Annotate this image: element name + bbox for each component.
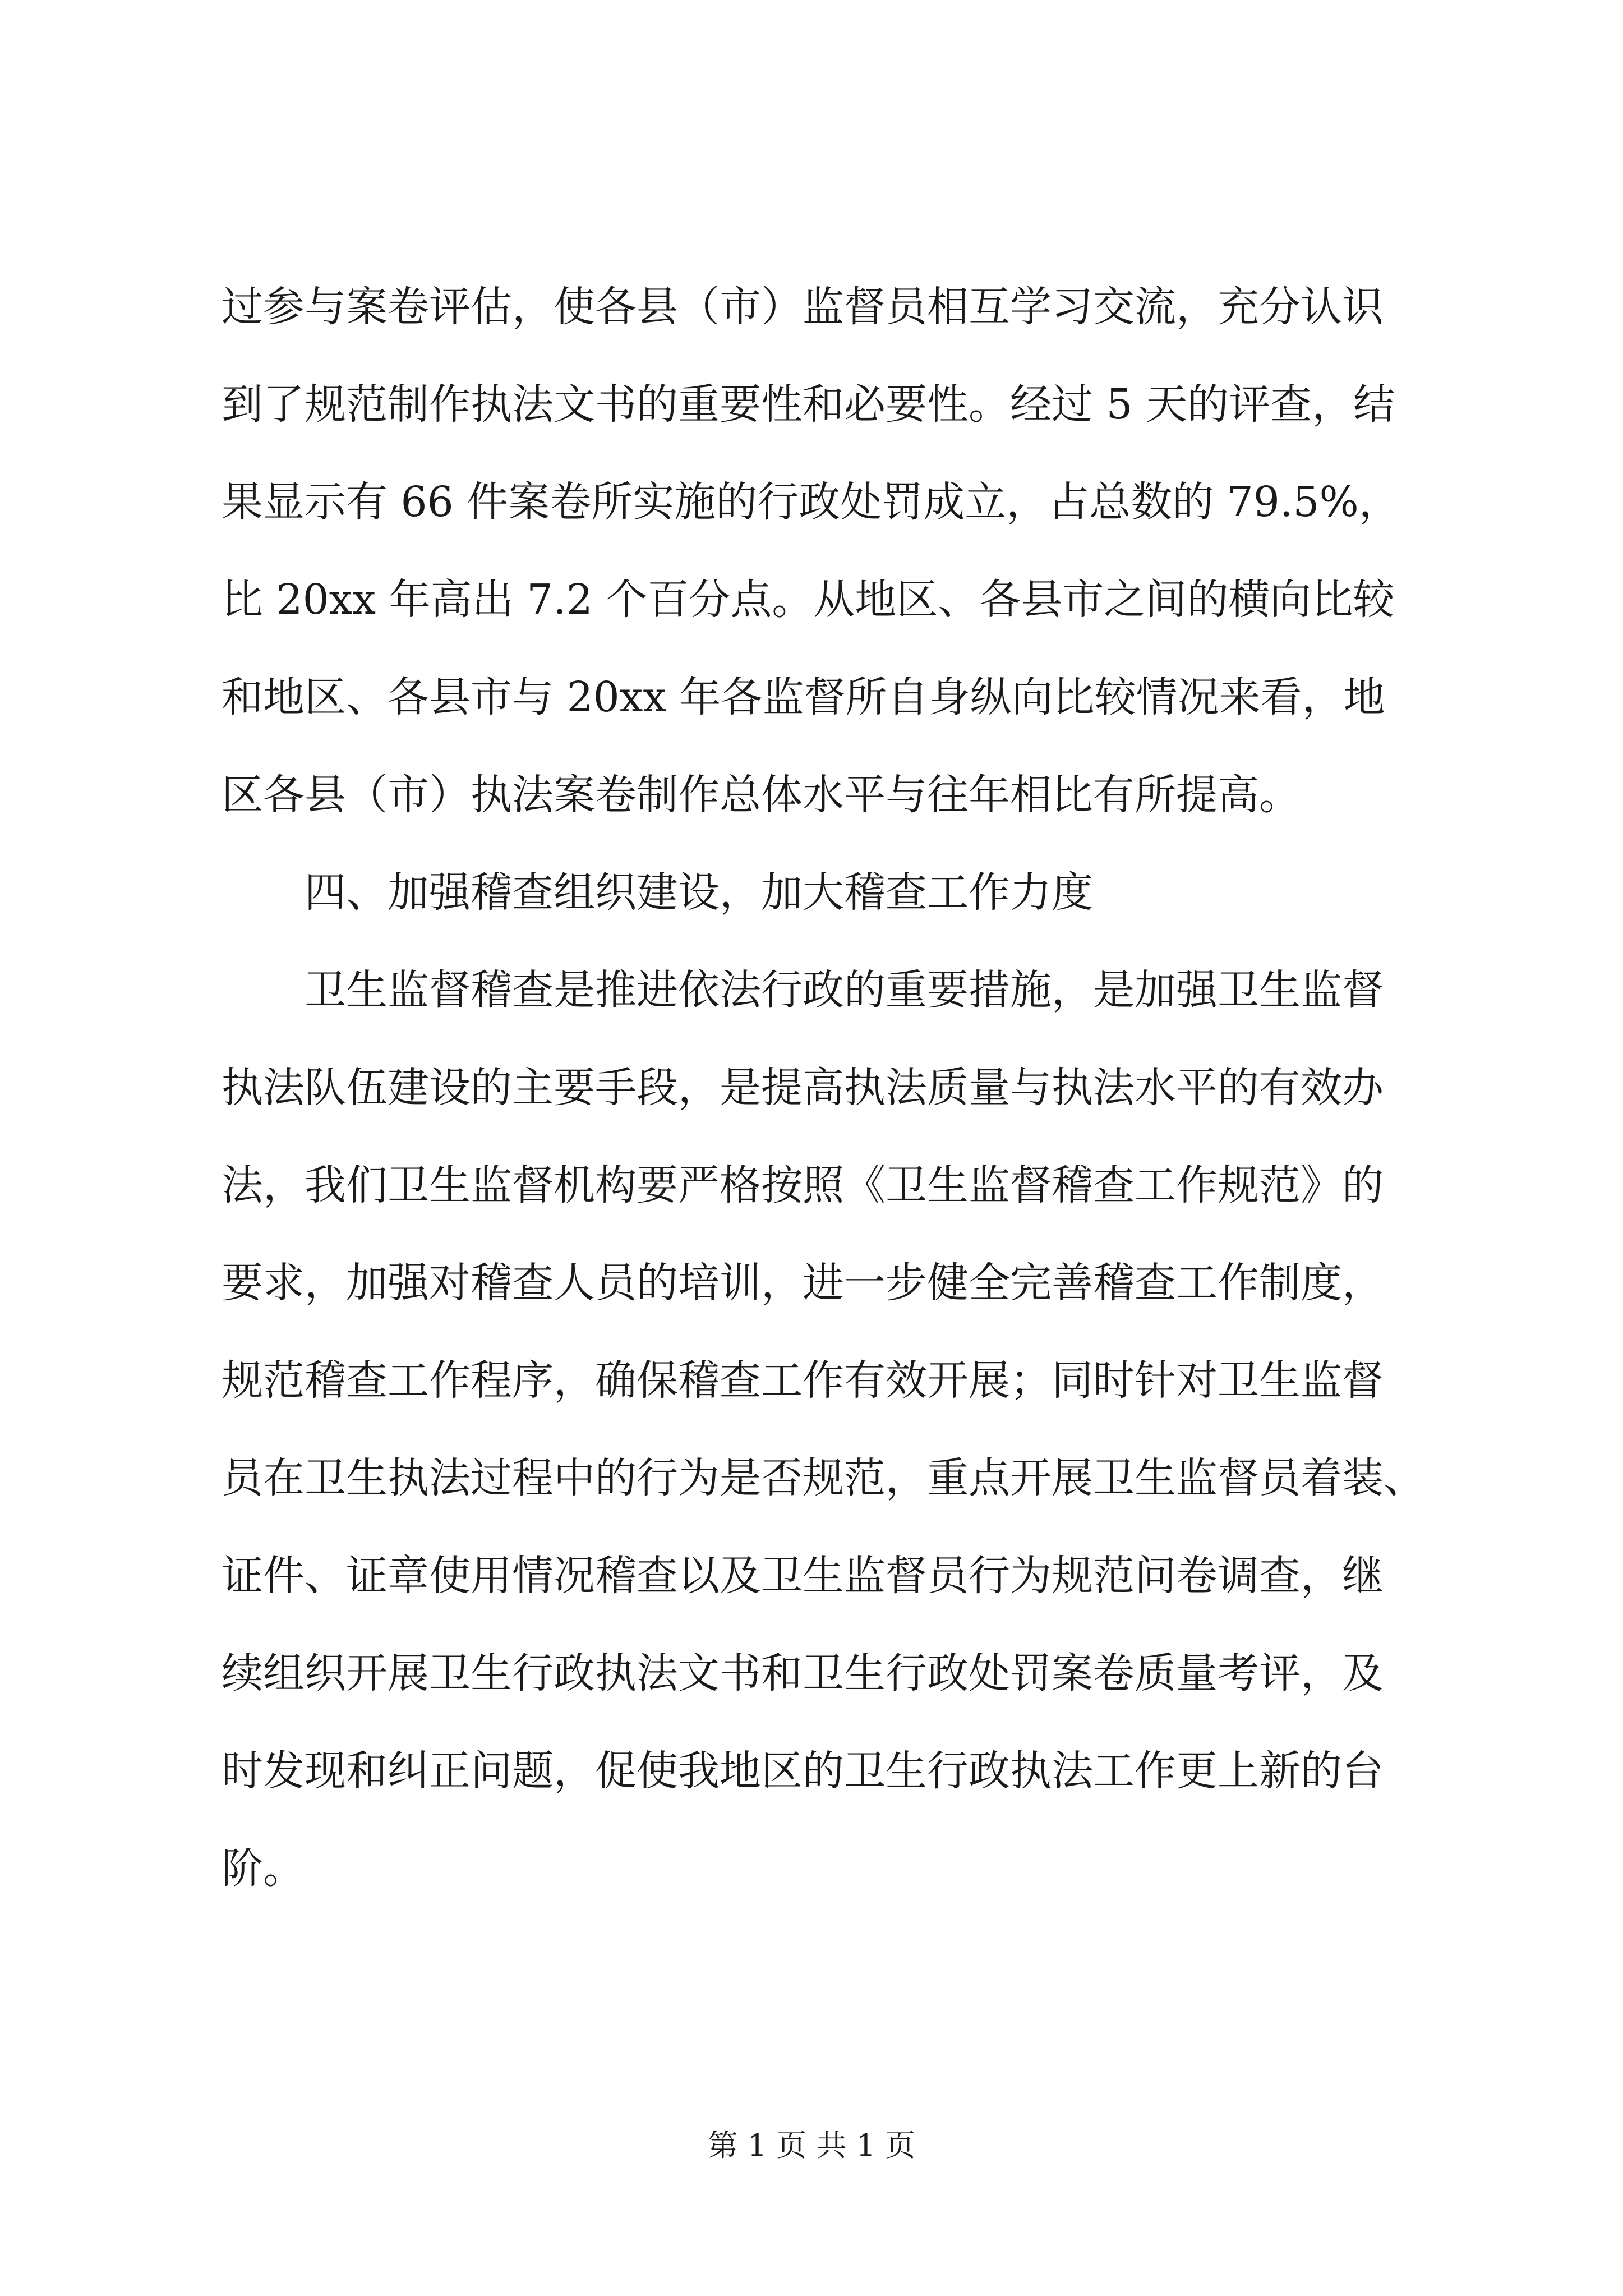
- paragraph-1-line-5: 和地区、各县市与 20xx 年各监督所自身纵向比较情况来看，地: [222, 673, 1385, 721]
- page-footer: 第 1 页 共 1 页: [707, 2128, 916, 2163]
- paragraph-2-line-7: 证件、证章使用情况稽查以及卫生监督员行为规范问卷调查，继: [222, 1552, 1384, 1600]
- document-body: [222, 258, 1427, 1917]
- paragraph-2-line-6: 员在卫生执法过程中的行为是否规范，重点开展卫生监督员着装、: [222, 1454, 1425, 1502]
- paragraph-1-line-1: 过参与案卷评估，使各县（市）监督员相互学习交流，充分认识: [222, 283, 1384, 331]
- paragraph-1-line-2: 到了规范制作执法文书的重要性和必要性。经过 5 天的评查，结: [222, 380, 1395, 429]
- section-heading: 四、加强稽查组织建设，加大稽查工作力度: [305, 868, 1093, 917]
- paragraph-2-line-5: 规范稽查工作程序，确保稽查工作有效开展；同时针对卫生监督: [222, 1356, 1384, 1405]
- paragraph-2-line-8: 续组织开展卫生行政执法文书和卫生行政处罚案卷质量考评，及: [222, 1649, 1384, 1697]
- paragraph-2-line-9: 时发现和纠正问题，促使我地区的卫生行政执法工作更上新的台: [222, 1747, 1384, 1795]
- paragraph-2-line-4: 要求，加强对稽查人员的培训，进一步健全完善稽查工作制度，: [222, 1259, 1384, 1307]
- paragraph-1-line-3: 果显示有 66 件案卷所实施的行政处罚成立，占总数的 79.5%，: [222, 478, 1400, 526]
- paragraph-1-line-4: 比 20xx 年高出 7.2 个百分点。从地区、各县市之间的横向比较: [222, 576, 1395, 624]
- paragraph-1-line-6: 区各县（市）执法案卷制作总体水平与往年相比有所提高。: [222, 771, 1301, 819]
- paragraph-2-line-2: 执法队伍建设的主要手段，是提高执法质量与执法水平的有效办: [222, 1064, 1384, 1112]
- paragraph-2-line-1: 卫生监督稽查是推进依法行政的重要措施，是加强卫生监督: [305, 966, 1384, 1014]
- paragraph-2-line-10: 阶。: [222, 1844, 305, 1893]
- paragraph-2-line-3: 法，我们卫生监督机构要严格按照《卫生监督稽查工作规范》的: [222, 1161, 1384, 1209]
